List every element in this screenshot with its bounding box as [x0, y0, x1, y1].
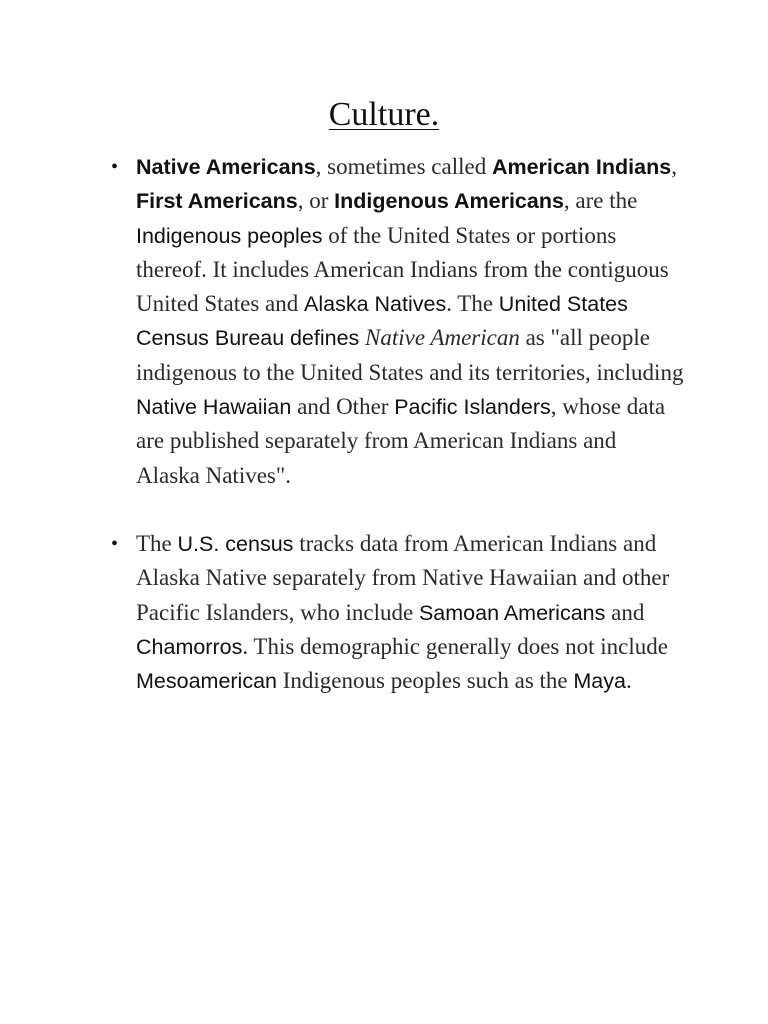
bullet-icon: •: [111, 156, 119, 178]
link-chamorros[interactable]: Chamorros: [136, 634, 243, 659]
paragraph-text: [136, 154, 683, 488]
text-run: and Other: [291, 394, 395, 420]
text-run: . The: [446, 291, 499, 317]
text-run: .: [625, 668, 632, 694]
text-run: . This demographic generally does not include: [242, 633, 668, 659]
text-run: , whose data are published separately from American Indians and Alaska Natives".: [136, 394, 666, 488]
text-run: Indigenous peoples such as the: [277, 668, 574, 694]
text-run: ,: [671, 154, 677, 179]
list-item: [111, 527, 684, 698]
list-item: [111, 150, 684, 493]
link-us-census[interactable]: U.S. census: [177, 531, 294, 556]
link-indigenous-peoples[interactable]: Indigenous peoples: [136, 223, 323, 248]
link-defines[interactable]: defines: [289, 326, 360, 351]
paragraph-text: [136, 531, 669, 693]
link-maya[interactable]: Maya: [573, 669, 626, 694]
text-run: as "all people indigenous to the United States and its territories, including: [136, 325, 684, 385]
bold-term: First Americans: [136, 189, 298, 214]
bullet-list: [0, 150, 768, 698]
bullet-icon: •: [111, 532, 119, 555]
text-run: , are the: [563, 188, 638, 214]
text-run: , sometimes called: [315, 154, 492, 179]
text-run: of the United States or portions thereof. It includes American Indians from the contiguous United States and: [136, 222, 669, 317]
bold-term: Indigenous Americans: [334, 189, 564, 214]
bold-term: American Indians: [491, 155, 672, 179]
bold-term: Native Americans: [136, 155, 316, 179]
link-alaska-natives[interactable]: Alaska Natives: [304, 292, 447, 317]
link-pacific-islanders[interactable]: Pacific Islanders: [394, 395, 551, 420]
text-run: tracks data from American Indians and Alaska Native separately from Native Hawaiian and other Pacific Islanders, who include: [136, 530, 670, 625]
link-mesoamerican[interactable]: Mesoamerican: [136, 669, 277, 694]
text-run: and: [605, 599, 645, 625]
text-run: , or: [297, 188, 335, 214]
link-census-bureau[interactable]: United States Census Bureau: [136, 292, 628, 351]
page-title: Culture.: [328, 96, 440, 133]
italic-term: Native American: [365, 325, 520, 351]
link-samoan-americans[interactable]: Samoan Americans: [418, 600, 606, 625]
text-run: The: [136, 530, 178, 556]
link-native-hawaiian[interactable]: Native Hawaiian: [136, 395, 292, 420]
